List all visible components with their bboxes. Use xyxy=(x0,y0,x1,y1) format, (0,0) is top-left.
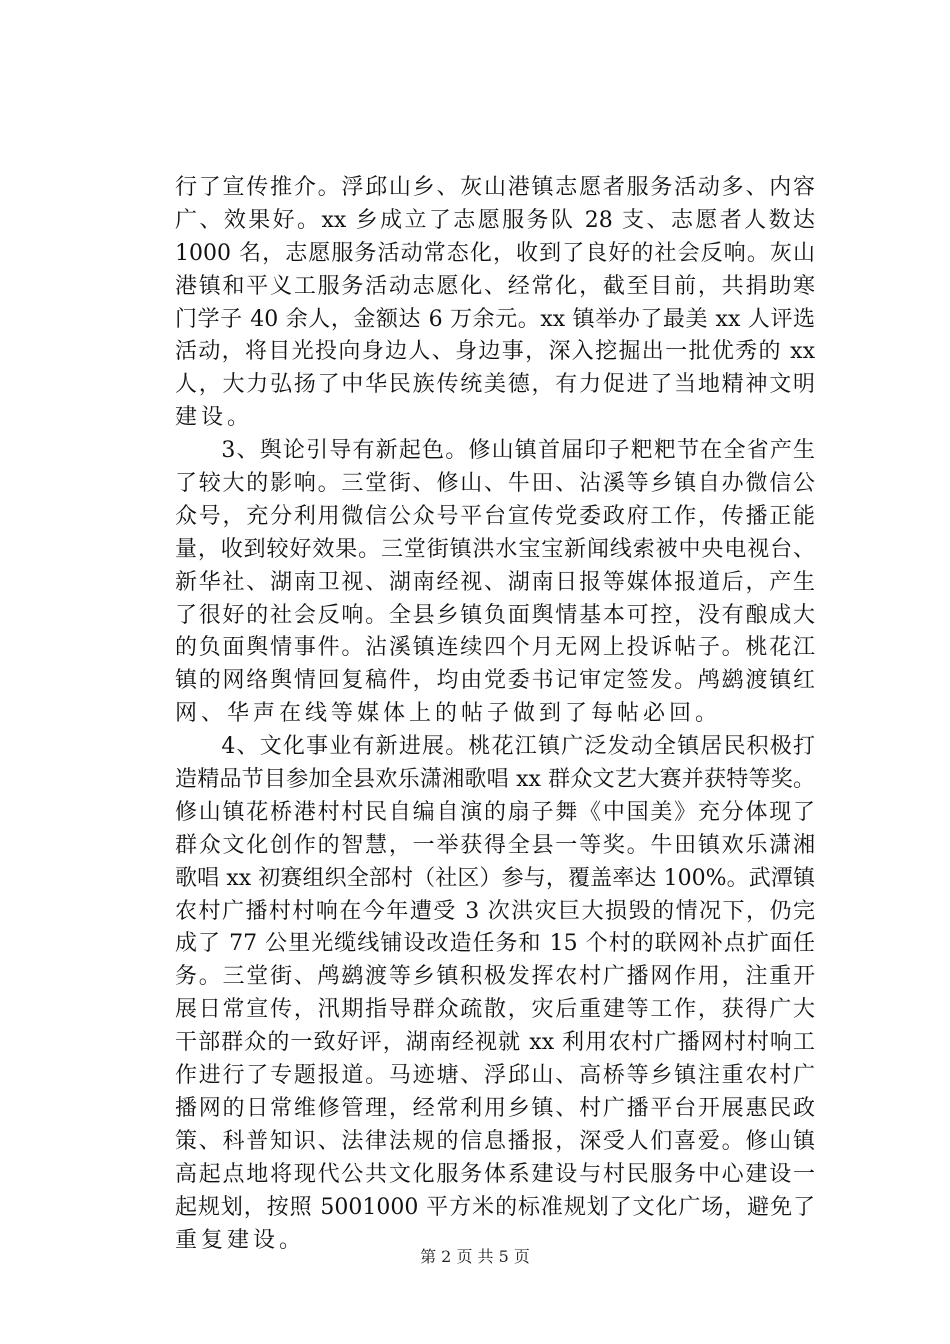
text-line-content: 了较大的影响。三堂街、修山、牛田、沾溪等乡镇自办微信公 xyxy=(175,471,815,497)
text-line-content: 众号，充分利用微信公众号平台宣传党委政府工作，传播正能 xyxy=(175,503,815,529)
text-line-content: 的负面舆情事件。沾溪镇连续四个月无网上投诉帖子。桃花江 xyxy=(175,635,815,661)
text-line-content: 4、文化事业有新进展。桃花江镇广泛发动全镇居民积极打 xyxy=(175,734,815,760)
text-line-content: 干部群众的一致好评，湖南经视就 xx 利用农村广播网村村响工 xyxy=(175,1030,815,1056)
text-line xyxy=(175,928,815,961)
text-line xyxy=(175,1192,815,1225)
text-line xyxy=(175,205,815,238)
text-line-content: 展日常宣传，汛期指导群众疏散，灾后重建等工作，获得广大 xyxy=(175,997,815,1023)
text-line xyxy=(175,238,815,271)
text-line xyxy=(175,468,815,501)
text-line xyxy=(175,336,815,369)
text-line-content: 人，大力弘扬了中华民族传统美德，有力促进了当地精神文明 xyxy=(175,372,815,398)
text-line-content: 3、舆论引导有新起色。修山镇首届印子粑粑节在全省产生 xyxy=(175,438,815,464)
text-line xyxy=(175,994,815,1027)
text-line xyxy=(175,1027,815,1060)
text-line xyxy=(175,1093,815,1126)
text-line-content: 了很好的社会反响。全县乡镇负面舆情基本可控，没有酿成大 xyxy=(175,602,815,628)
page-footer: 第 2 页 共 5 页 xyxy=(420,1247,530,1266)
document-body xyxy=(175,172,815,1257)
text-line xyxy=(175,797,815,830)
text-line-content: 成了 77 公里光缆线铺设改造任务和 15 个村的联网补点扩面任 xyxy=(175,931,815,957)
text-line-content: 起规划，按照 5001000 平方米的标准规划了文化广场，避免了 xyxy=(175,1194,815,1220)
text-line-content: 活动，将目光投向身边人、身边事，深入挖掘出一批优秀的 xx xyxy=(175,339,815,365)
text-line xyxy=(175,1060,815,1093)
text-line xyxy=(175,402,815,435)
text-line xyxy=(175,1126,815,1159)
text-line xyxy=(175,567,815,600)
text-line-content: 作进行了专题报道。马迹塘、浮邱山、高桥等乡镇注重农村广 xyxy=(175,1063,815,1089)
text-line-content: 新华社、湖南卫视、湖南经视、湖南日报等媒体报道后，产生 xyxy=(175,569,815,595)
text-line-content: 修山镇花桥港村村民自编自演的扇子舞《中国美》充分体现了 xyxy=(175,799,815,825)
text-line-content: 歌唱 xx 初赛组织全部村（社区）参与，覆盖率达 100%。武潭镇 xyxy=(175,865,815,891)
text-line-content: 策、科普知识、法律法规的信息播报，深受人们喜爱。修山镇 xyxy=(175,1128,815,1154)
text-line-content: 量，收到较好效果。三堂街镇洪水宝宝新闻线索被中央电视台、 xyxy=(175,536,815,562)
text-line xyxy=(175,501,815,534)
text-line xyxy=(175,271,815,304)
text-line-content: 高起点地将现代公共文化服务体系建设与村民服务中心建设一 xyxy=(175,1161,815,1187)
text-line xyxy=(175,731,815,764)
text-line xyxy=(175,1159,815,1192)
text-line-content: 群众文化创作的智慧，一举获得全县一等奖。牛田镇欢乐潇湘 xyxy=(175,832,815,858)
text-line xyxy=(175,764,815,797)
text-line-content: 镇的网络舆情回复稿件，均由党委书记审定签发。鸬鹚渡镇红 xyxy=(175,668,815,694)
text-line xyxy=(175,698,815,731)
text-line xyxy=(175,534,815,567)
text-line-content: 行了宣传推介。浮邱山乡、灰山港镇志愿者服务活动多、内容 xyxy=(175,175,815,200)
text-line xyxy=(175,863,815,896)
text-line-content: 广、效果好。xx 乡成立了志愿服务队 28 支、志愿者人数达 xyxy=(175,207,815,233)
text-line-content: 播网的日常维修管理，经常利用乡镇、村广播平台开展惠民政 xyxy=(175,1095,815,1121)
text-line-content: 重复建设。 xyxy=(175,1227,306,1253)
text-line-content: 造精品节目参加全县欢乐潇湘歌唱 xx 群众文艺大赛并获特等奖。 xyxy=(175,767,815,793)
text-line xyxy=(175,961,815,994)
text-line-content: 港镇和平义工服务活动志愿化、经常化，截至目前，共捐助寒 xyxy=(175,273,815,299)
text-line-content: 务。三堂街、鸬鹚渡等乡镇积极发挥农村广播网作用，注重开 xyxy=(175,964,815,990)
text-line xyxy=(175,632,815,665)
text-line xyxy=(175,665,815,698)
text-line-content: 建设。 xyxy=(175,405,254,431)
text-line-content: 1000 名，志愿服务活动常态化，收到了良好的社会反响。灰山 xyxy=(175,240,815,266)
text-line-content: 门学子 40 余人，金额达 6 万余元。xx 镇举办了最美 xx 人评选 xyxy=(175,306,815,332)
text-line-content: 网、华声在线等媒体上的帖子做到了每帖必回。 xyxy=(175,701,722,727)
text-line xyxy=(175,830,815,863)
text-line-content: 农村广播村村响在今年遭受 3 次洪灾巨大损毁的情况下，仍完 xyxy=(175,898,815,924)
text-line xyxy=(175,369,815,402)
text-line xyxy=(175,896,815,929)
text-line xyxy=(175,172,815,205)
text-line xyxy=(175,600,815,633)
text-line xyxy=(175,435,815,468)
text-line xyxy=(175,304,815,337)
